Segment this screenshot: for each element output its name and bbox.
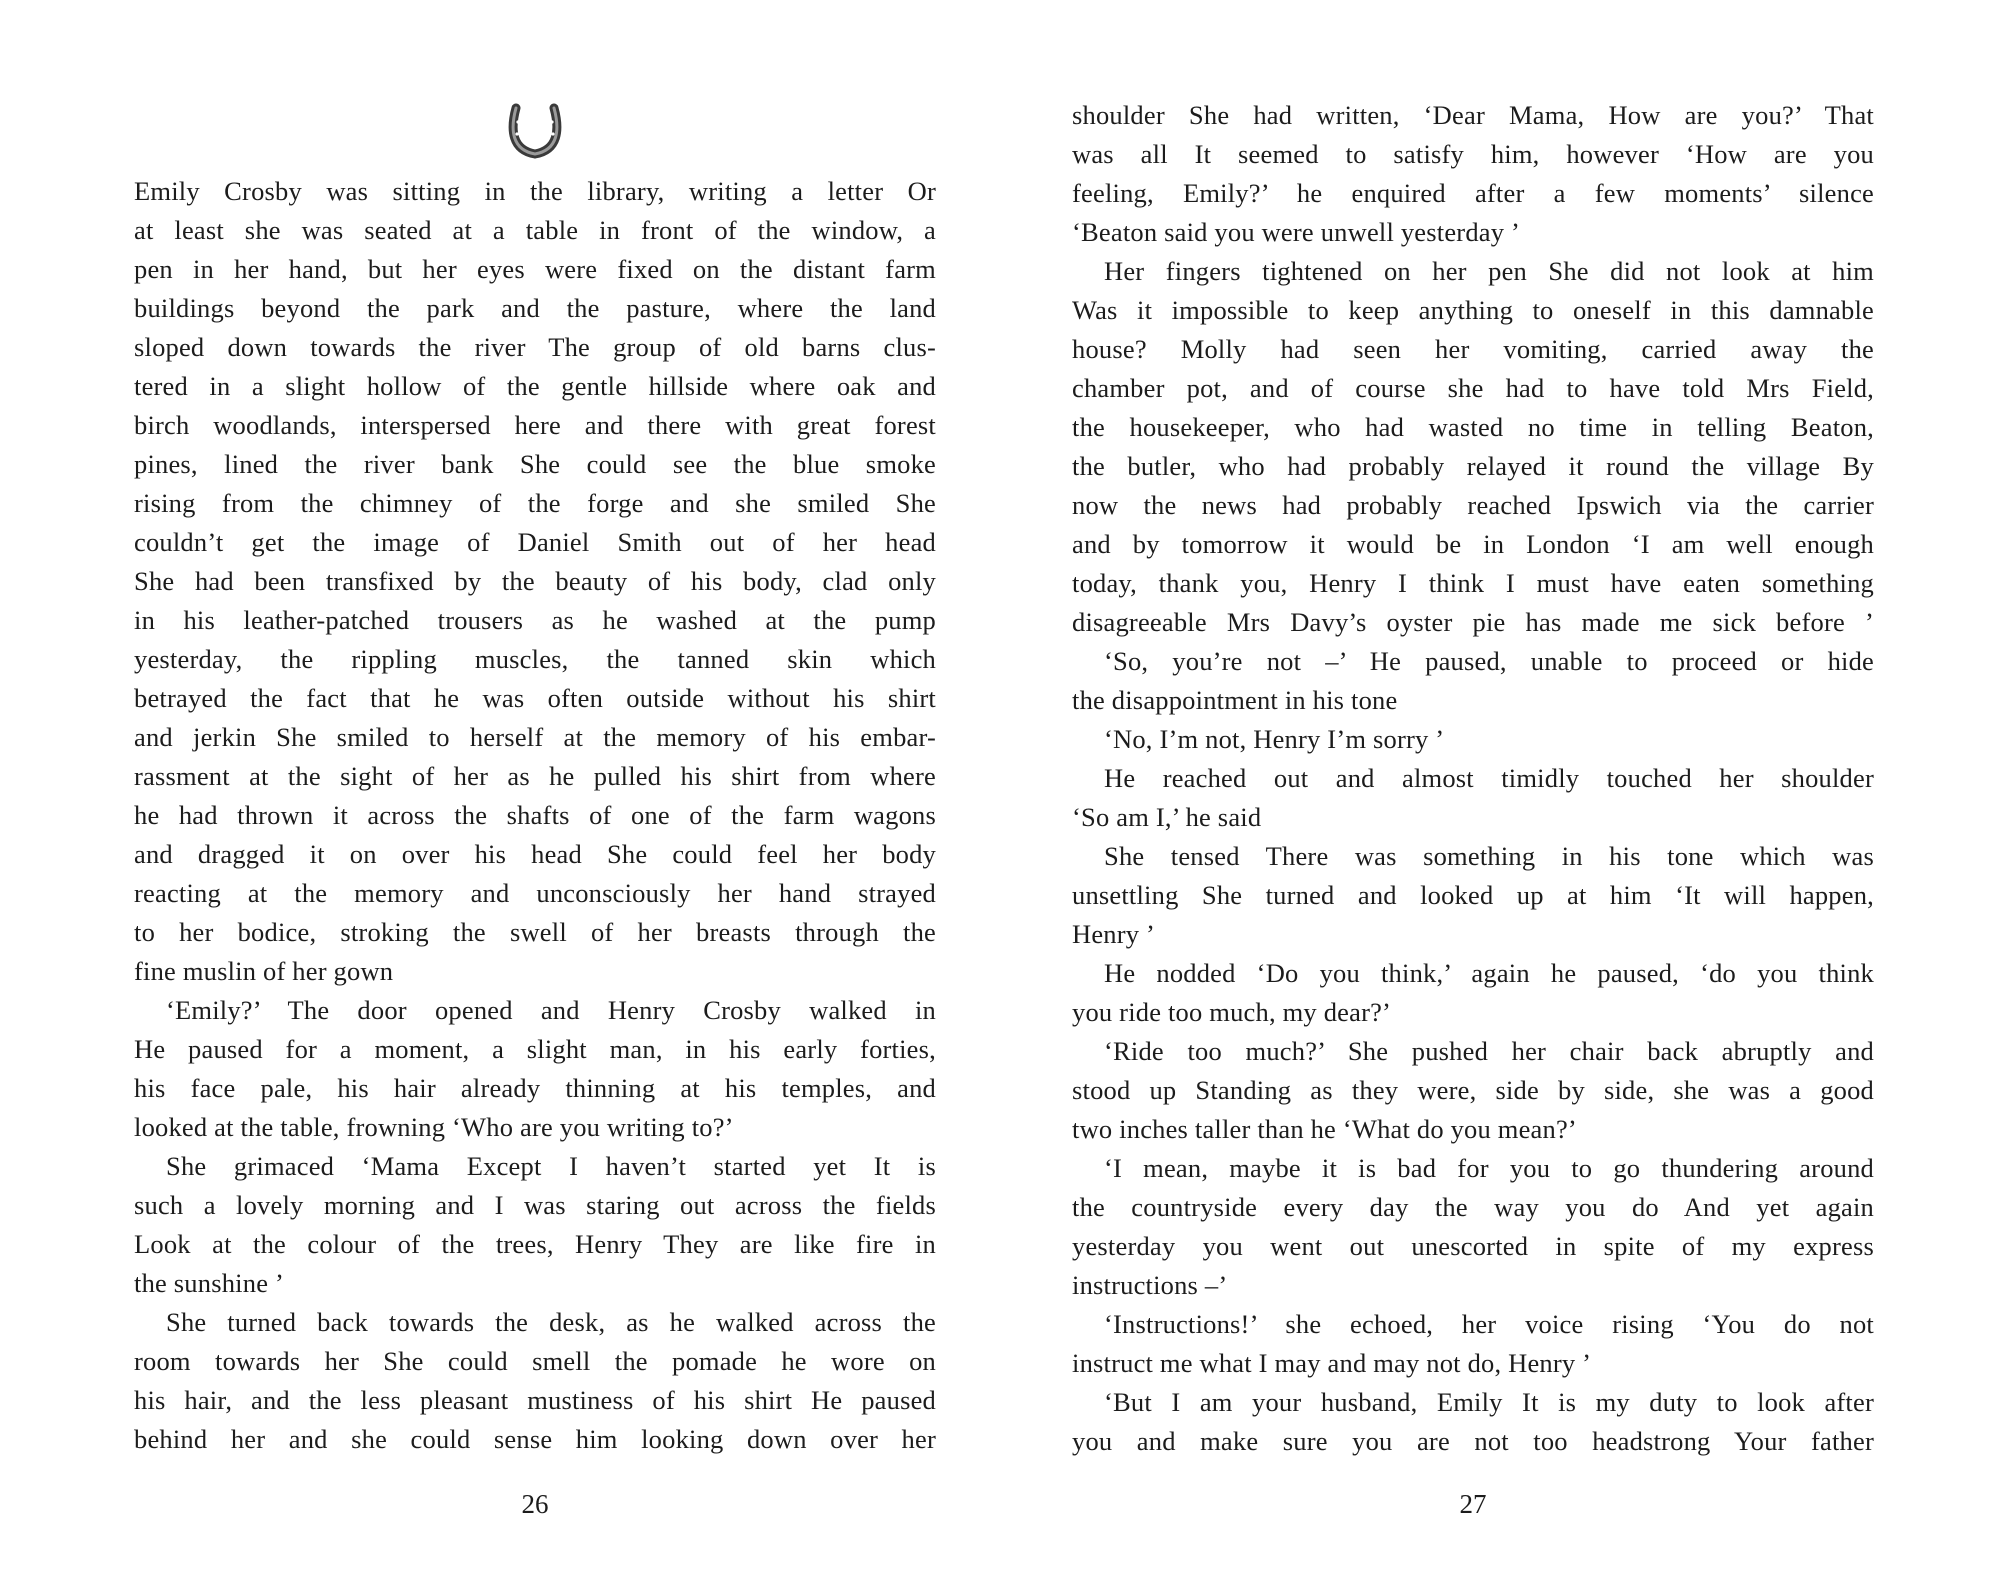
- text-line: She had been transfixed by the beauty of his body, clad only: [134, 566, 936, 596]
- text-line: ‘Ride too much?’ She pushed her chair back abruptly and: [1104, 1036, 1874, 1066]
- horseshoe-icon: [504, 100, 566, 162]
- text-line: She grimaced ‘Mama Except I haven’t started yet It is: [166, 1151, 936, 1181]
- text-line: Emily Crosby was sitting in the library, writing a letter Or: [134, 176, 936, 206]
- text-line: He nodded ‘Do you think,’ again he paused, ‘do you think: [1104, 958, 1874, 988]
- text-line: room towards her She could smell the pomade he wore on: [134, 1346, 936, 1376]
- text-line: rassment at the sight of her as he pulled his shirt from where: [134, 761, 936, 791]
- text-line: disagreeable Mrs Davy’s oyster pie has made me sick before ’: [1072, 607, 1874, 637]
- text-line: reacting at the memory and unconsciously her hand strayed: [134, 878, 936, 908]
- text-line: at least she was seated at a table in front of the window, a: [134, 215, 936, 245]
- text-line: stood up Standing as they were, side by side, she was a good: [1072, 1075, 1874, 1105]
- text-line: ‘So am I,’ he said: [1072, 802, 1262, 832]
- text-line: ‘I mean, maybe it is bad for you to go thundering around: [1104, 1153, 1874, 1183]
- text-line: the housekeeper, who had wasted no time in telling Beaton,: [1072, 412, 1874, 442]
- text-line: his face pale, his hair already thinning at his temples, and: [134, 1073, 936, 1103]
- text-line: instructions –’: [1072, 1270, 1228, 1300]
- text-line: ‘No, I’m not, Henry I’m sorry ’: [1104, 724, 1445, 754]
- text-line: now the news had probably reached Ipswich via the carrier: [1072, 490, 1874, 520]
- text-line: He paused for a moment, a slight man, in his early forties,: [134, 1034, 936, 1064]
- text-line: Was it impossible to keep anything to oneself in this damnable: [1072, 295, 1874, 325]
- text-line: looked at the table, frowning ‘Who are you writing to?’: [134, 1112, 734, 1142]
- text-line: rising from the chimney of the forge and she smiled She: [134, 488, 936, 518]
- text-line: and by tomorrow it would be in London ‘I am well enough: [1072, 529, 1874, 559]
- text-line: instruct me what I may and may not do, Henry ’: [1072, 1348, 1592, 1378]
- text-line: He reached out and almost timidly touched her shoulder: [1104, 763, 1874, 793]
- text-line: house? Molly had seen her vomiting, carried away the: [1072, 334, 1874, 364]
- text-line: the disappointment in his tone: [1072, 685, 1398, 715]
- text-line: betrayed the fact that he was often outside without his shirt: [134, 683, 936, 713]
- text-line: unsettling She turned and looked up at him ‘It will happen,: [1072, 880, 1874, 910]
- text-line: buildings beyond the park and the pasture, where the land: [134, 293, 936, 323]
- text-line: couldn’t get the image of Daniel Smith out of her head: [134, 527, 936, 557]
- page-number: 27: [1459, 1489, 1487, 1519]
- text-line: you and make sure you are not too headstrong Your father: [1072, 1426, 1874, 1456]
- text-line: his hair, and the less pleasant mustiness of his shirt He paused: [134, 1385, 936, 1415]
- text-line: Look at the colour of the trees, Henry They are like fire in: [134, 1229, 936, 1259]
- text-line: She turned back towards the desk, as he walked across the: [166, 1307, 936, 1337]
- text-line: pen in her hand, but her eyes were fixed on the distant farm: [134, 254, 936, 284]
- text-line: birch woodlands, interspersed here and there with great forest: [134, 410, 936, 440]
- text-line: pines, lined the river bank She could see the blue smoke: [134, 449, 936, 479]
- text-line: and dragged it on over his head She could feel her body: [134, 839, 936, 869]
- text-line: tered in a slight hollow of the gentle hillside where oak and: [134, 371, 936, 401]
- text-line: such a lovely morning and I was staring out across the fields: [134, 1190, 936, 1220]
- text-line: you ride too much, my dear?’: [1072, 997, 1392, 1027]
- text-line: ‘Beaton said you were unwell yesterday ’: [1072, 217, 1521, 247]
- text-line: fine muslin of her gown: [134, 956, 394, 986]
- text-line: in his leather-patched trousers as he washed at the pump: [134, 605, 936, 635]
- text-line: ‘But I am your husband, Emily It is my duty to look after: [1104, 1387, 1874, 1417]
- page-number: 26: [521, 1489, 549, 1519]
- text-line: today, thank you, Henry I think I must have eaten something: [1072, 568, 1874, 598]
- text-line: the sunshine ’: [134, 1268, 284, 1298]
- text-line: shoulder She had written, ‘Dear Mama, How are you?’ That: [1072, 100, 1874, 130]
- text-line: yesterday you went out unescorted in spite of my express: [1072, 1231, 1874, 1261]
- text-line: sloped down towards the river The group of old barns clus-: [134, 332, 936, 362]
- text-line: was all It seemed to satisfy him, however ‘How are you: [1072, 139, 1874, 169]
- text-line: ‘So, you’re not –’ He paused, unable to proceed or hide: [1104, 646, 1874, 676]
- text-line: the countryside every day the way you do And yet again: [1072, 1192, 1874, 1222]
- text-line: ‘Emily?’ The door opened and Henry Crosby walked in: [166, 995, 936, 1025]
- text-line: Her fingers tightened on her pen She did not look at him: [1104, 256, 1874, 286]
- text-line: and jerkin She smiled to herself at the memory of his embar-: [134, 722, 936, 752]
- text-line: Henry ’: [1072, 919, 1156, 949]
- text-line: two inches taller than he ‘What do you mean?’: [1072, 1114, 1577, 1144]
- text-line: She tensed There was something in his tone which was: [1104, 841, 1874, 871]
- text-line: feeling, Emily?’ he enquired after a few moments’ silence: [1072, 178, 1874, 208]
- text-line: behind her and she could sense him looking down over her: [134, 1424, 936, 1454]
- text-line: yesterday, the rippling muscles, the tanned skin which: [134, 644, 936, 674]
- text-line: chamber pot, and of course she had to have told Mrs Field,: [1072, 373, 1874, 403]
- text-line: he had thrown it across the shafts of one of the farm wagons: [134, 800, 936, 830]
- text-line: to her bodice, stroking the swell of her breasts through the: [134, 917, 936, 947]
- text-line: the butler, who had probably relayed it round the village By: [1072, 451, 1874, 481]
- text-line: ‘Instructions!’ she echoed, her voice rising ‘You do not: [1104, 1309, 1874, 1339]
